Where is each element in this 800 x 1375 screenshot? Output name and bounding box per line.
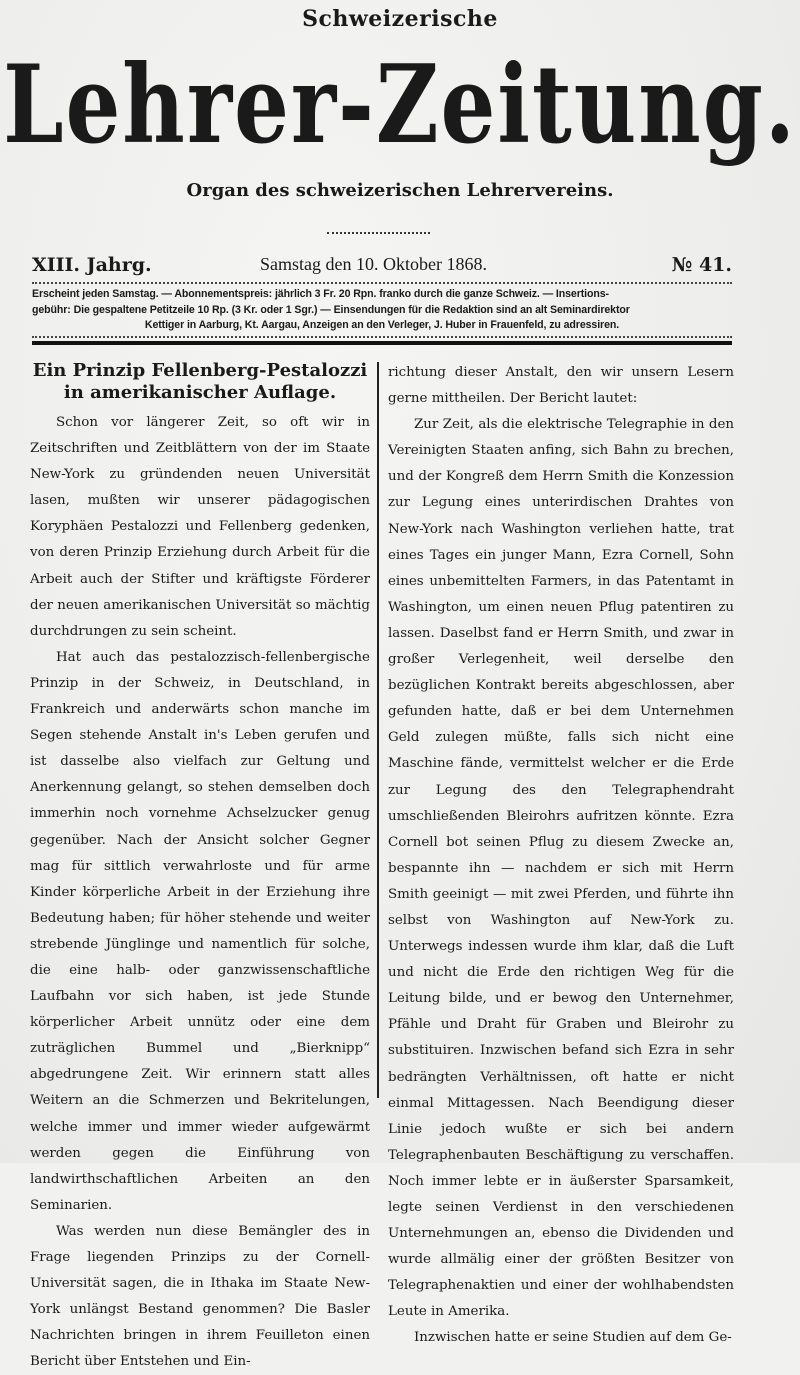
issue-number: № 41. [671, 254, 732, 276]
masthead-title: Lehrer-Zeitung. [3, 42, 797, 169]
notice-line: gebühr: Die gespaltene Petitzeile 10 Rp. (3 Kr. oder 1 Sgr.) — Einsendungen für die Redaktion sind an alt Seminardirektor [32, 303, 630, 316]
article-headline: Ein Prinzip Fellenberg-Pestalozzi in amerikanischer Auflage. [32, 360, 368, 403]
masthead-kicker: Schweizerische [302, 6, 498, 32]
article-column-left [30, 360, 370, 1375]
article-column-right [388, 360, 734, 1352]
notice-line: Erscheint jeden Samstag. — Abonnementspreis: jährlich 3 Fr. 20 Rpn. franko durch die ganze Schweiz. — Insertions- [32, 288, 609, 300]
subscription-notice [32, 287, 732, 334]
article-paragraph: richtung dieser Anstalt, den wir unsern Lesern gerne mittheilen. Der Bericht lautet: [388, 365, 734, 407]
article-paragraph: Was werden nun diese Bemängler des in Frage liegenden Prinzips zu der Cornell-Universität sagen, die in Ithaka im Staate New-York unlängst Bestand genommen? Die Basler Nachrichten bringen in ihrem Feuilleton einen Bericht über Entstehen und Ein- [30, 1223, 370, 1370]
ornamental-rule [327, 232, 430, 238]
article-paragraph: Zur Zeit, als die elektrische Telegraphie in den Vereinigten Staaten anfing, sich Bahn zu brechen, und der Kongreß dem Herrn Smith die Konzession zur Legung eines unterirdischen Drahtes von New-York nach Washington verliehen hatte, trat eines Tages ein junger Mann, Ezra Cornell, Sohn eines unbemittelten Farmers, in das Patentamt in Washington, um einen neuen Pflug patentiren zu lassen. Daselbst fand er Herrn Smith, und zwar in großer Verlegenheit, weil derselbe den bezüglichen Kontrakt bereits abgeschlossen, aber gefunden hatte, daß er bei dem Unternehmen Geld zulegen müßte, falls sich nicht eine Maschine fände, vermittelst welcher er die Erde zur Legung des den Telegraphendraht umschließenden Bleirohrs aufritzen könnte. Ezra Cornell bot seinen Pflug zu diesem Zwecke an, bespannte ihn — nachdem er sich mit Herrn Smith geeinigt — mit zwei Pferden, und führte ihn selbst von Washington auf New-York zu. Unterwegs indessen wurde ihm klar, daß die Luft und nicht die Erde den richtigen Weg für die Leitung bilde, und er bewog den Unternehmer, Pfähle und Draht für Graben und Bleirohr zu substituiren. Inzwischen befand sich Ezra in sehr bedrängten Verhältnissen, oft hatte er nicht einmal Mittagessen. Nach Beendigung dieser Linie jedoch wußte er sich bei andern Telegraphenbauten Beschäftigung zu verschaffen. Noch immer lebte er in äußerster Sparsamkeit, legte seinen Verdienst in den verschiedenen Unternehmungen an, ebenso die Dividenden und wurde allmälig einer der größten Besitzer von Telegraphenaktien und einer der wohlhabendsten Leute in Amerika. [388, 417, 734, 1320]
issue-date: Samstag den 10. Oktober 1868. [260, 254, 487, 274]
notice-line: Kettiger in Aarburg, Kt. Aargau, Anzeigen an den Verleger, J. Huber in Frauenfeld, zu adressiren. [144, 319, 620, 331]
masthead-subtitle: Organ des schweizerischen Lehrervereins. [186, 180, 614, 201]
dateline [32, 254, 732, 278]
article-paragraph: Hat auch das pestalozzisch-fellenbergische Prinzip in der Schweiz, in Deutschland, in Frankreich und anderwärts schon manche im Segen stehende Anstalt in's Leben gerufen und ist dasselbe also vielfach zur Geltung und Anerkennung gelangt, so stehen demselben doch immerhin noch vornehme Achselzucker genug gegenüber. Nach der Ansicht solcher Gegner mag für sittlich verwahrloste und für arme Kinder körperliche Arbeit in der Erziehung ihre Bedeutung haben; für höher stehende und weiter strebende Jünglinge und namentlich für solche, die eine halb- oder ganzwissenschaftliche Laufbahn vor sich haben, ist jede Stunde körperlicher Arbeit unnütz oder eine dem zuträglichen Bummel und „Bierknipp“ abgedrungene Zeit. Wir erinnern statt alles Weitern an die Schmerzen und Bekritelungen, welche immer und immer wieder aufgewärmt werden gegen die Einführung von landwirthschaftlichen Arbeiten an den Seminarien. [30, 649, 370, 1213]
article-paragraph: Schon vor längerer Zeit, so oft wir in Zeitschriften und Zeitblättern von der im Staate New-York zu gründenden neuen Universität lasen, mußten wir unserer pädagogischen Koryphäen Pestalozzi und Fellenberg gedenken, von deren Prinzip Erziehung durch Arbeit für die Arbeit auch der Stifter und kräftigste Förderer der neuen amerikanischen Universität so mächtig durchdrungen zu sein scheint. [30, 415, 370, 639]
column-divider [377, 362, 379, 1098]
thick-rule [32, 341, 732, 345]
volume-label: XIII. Jahrg. [32, 254, 152, 276]
article-paragraph: Inzwischen hatte er seine Studien auf dem Ge- [414, 1330, 732, 1346]
